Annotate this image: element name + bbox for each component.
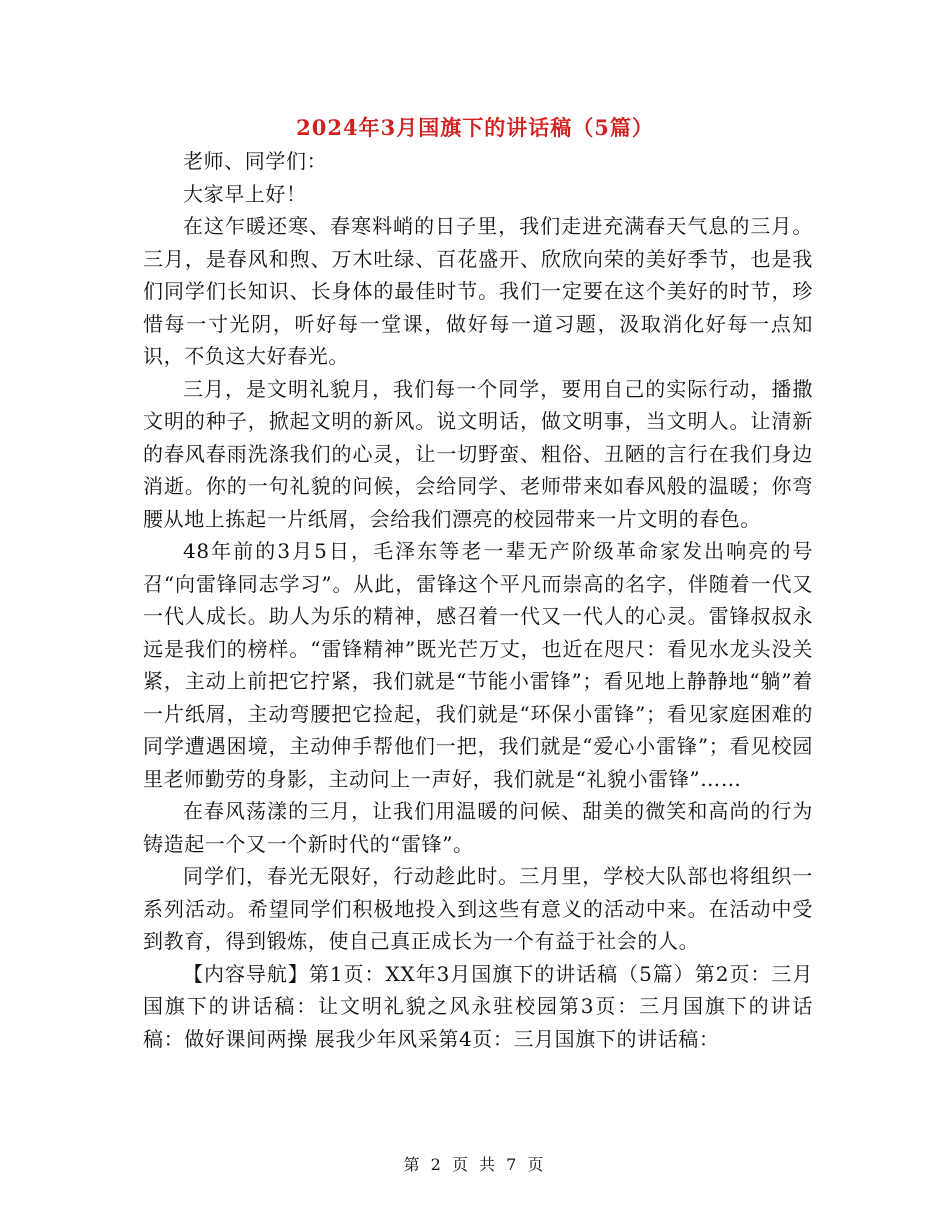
page-number-footer: 第 2 页 共 7 页 [403, 1155, 547, 1174]
paragraph-content-navigation: 【内容导航】第1页：XX年3月国旗下的讲话稿（5篇）第2页：三月国旗下的讲话稿：让文明礼貌之风永驻校园第3页：三月国旗下的讲话稿：做好课间两操 展我少年风采第4页：三月国旗下的讲话稿： [143, 961, 813, 1051]
paragraph-new-era: 在春风荡漾的三月，让我们用温暖的问候、甜美的微笑和高尚的行为铸造起一个又一个新时代的“雷锋”。 [143, 799, 813, 856]
salutation: 老师、同学们： [183, 149, 328, 173]
paragraph-march-spring: 在这乍暖还寒、春寒料峭的日子里，我们走进充满春天气息的三月。三月，是春风和煦、万木吐绿、百花盛开、欣欣向荣的美好季节，也是我们同学们长知识、长身体的最佳时节。我们一定要在这个美好的时节，珍惜每一寸光阴，听好每一堂课，做好每一道习题，汲取消化好每一点知识，不负这大好春光。 [143, 214, 813, 368]
greeting: 大家早上好！ [183, 181, 307, 206]
paragraph-activities: 同学们，春光无限好，行动趁此时。三月里，学校大队部也将组织一系列活动。希望同学们积极地投入到这些有意义的活动中来。在活动中受到教育，得到锻炼，使自己真正成长为一个有益于社会的人。 [143, 864, 813, 953]
document-body [143, 145, 813, 1055]
document-title: 2024年3月国旗下的讲话稿（5篇） [296, 115, 654, 140]
paragraph-lei-feng: 48年前的3月5日，毛泽东等老一辈无产阶级革命家发出响亮的号召“向雷锋同志学习”。从此，雷锋这个平凡而崇高的名字，伴随着一代又一代人成长。助人为乐的精神，感召着一代又一代人的心灵。雷锋叔叔永远是我们的榜样。“雷锋精神”既光芒万丈，也近在咫尺：看见水龙头没关紧，主动上前把它拧紧，我们就是“节能小雷锋”；看见地上静静地“躺”着一片纸屑，主动弯腰把它捡起，我们就是“环保小雷锋”；看见家庭困难的同学遭遇困境，主动伸手帮他们一把，我们就是“爱心小雷锋”；看见校园里老师勤劳的身影，主动问上一声好，我们就是“礼貌小雷锋”…… [143, 539, 813, 791]
paragraph-civility-month: 三月，是文明礼貌月，我们每一个同学，要用自己的实际行动，播撒文明的种子，掀起文明的新风。说文明话，做文明事，当文明人。让清新的春风春雨洗涤我们的心灵，让一切野蛮、粗俗、丑陋的言行在我们身边消逝。你的一句礼貌的问候，会给同学、老师带来如春风般的温暖；你弯腰从地上拣起一片纸屑，会给我们漂亮的校园带来一片文明的春色。 [143, 376, 813, 531]
